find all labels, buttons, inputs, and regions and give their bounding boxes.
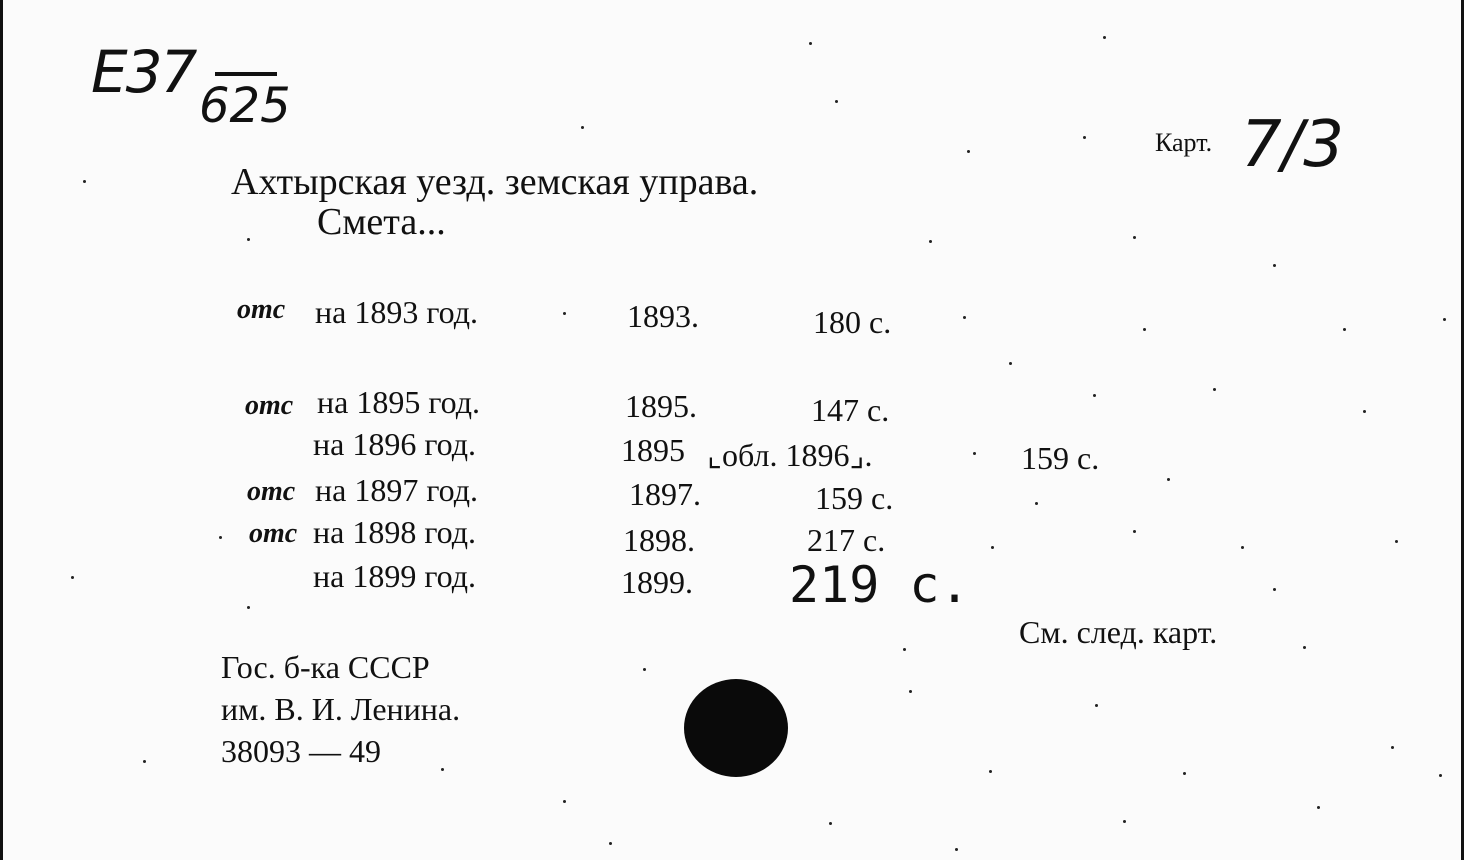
speck bbox=[1143, 328, 1146, 331]
stamp-line: Гос. б-ка СССР bbox=[221, 649, 430, 685]
entry-mark: отс bbox=[245, 390, 294, 421]
entry-mark: отс bbox=[249, 518, 298, 549]
entry-label: на 1893 год. bbox=[315, 294, 479, 330]
entry-pages: 147 с. bbox=[811, 392, 890, 428]
entry-label: на 1898 год. bbox=[313, 514, 477, 550]
speck bbox=[1303, 646, 1306, 649]
card-number-handwritten: 7/3 bbox=[1241, 108, 1344, 182]
speck bbox=[1443, 318, 1446, 321]
card-title: Ахтырская уезд. земская управа. bbox=[231, 161, 759, 203]
entry-mark: отс bbox=[247, 476, 296, 507]
speck bbox=[903, 648, 906, 651]
speck bbox=[973, 452, 976, 455]
entry-label: на 1896 год. bbox=[313, 426, 477, 462]
speck bbox=[1183, 772, 1186, 775]
entry-pages: ⌞обл. 1896⌟. bbox=[707, 437, 873, 473]
speck bbox=[1083, 136, 1086, 139]
entry-year: 1895. bbox=[625, 388, 697, 424]
speck bbox=[1167, 478, 1170, 481]
speck bbox=[1123, 820, 1126, 823]
speck bbox=[1133, 530, 1136, 533]
speck bbox=[963, 316, 966, 319]
stamp-line: им. В. И. Ленина. bbox=[221, 691, 461, 727]
stamp-line: 38093 — 49 bbox=[221, 733, 381, 769]
speck bbox=[835, 100, 838, 103]
punch-hole bbox=[684, 679, 788, 777]
call-number-overline bbox=[215, 72, 277, 76]
speck bbox=[955, 848, 958, 851]
speck bbox=[989, 770, 992, 773]
speck bbox=[247, 238, 250, 241]
speck bbox=[829, 822, 832, 825]
speck bbox=[1391, 746, 1394, 749]
entry-pages: 217 с. bbox=[807, 522, 886, 558]
card-number-label: Карт. bbox=[1155, 128, 1213, 157]
call-number-sub: 625 bbox=[199, 78, 291, 134]
entry-year: 1895 bbox=[621, 432, 685, 468]
speck bbox=[967, 150, 970, 153]
call-number: E37 bbox=[91, 38, 196, 106]
speck bbox=[909, 690, 912, 693]
entry-label: на 1897 год. bbox=[315, 472, 479, 508]
speck bbox=[1273, 264, 1276, 267]
speck bbox=[83, 180, 86, 183]
speck bbox=[1009, 362, 1012, 365]
speck bbox=[247, 606, 250, 609]
speck bbox=[563, 800, 566, 803]
speck bbox=[1213, 388, 1216, 391]
entry-pages: 180 с. bbox=[813, 304, 892, 340]
speck bbox=[1095, 704, 1098, 707]
entry-label: на 1895 год. bbox=[317, 384, 481, 420]
speck bbox=[71, 576, 74, 579]
speck bbox=[1273, 588, 1276, 591]
speck bbox=[809, 42, 812, 45]
speck bbox=[1133, 236, 1136, 239]
speck bbox=[219, 536, 222, 539]
entry-label: на 1899 год. bbox=[313, 558, 477, 594]
speck bbox=[581, 126, 584, 129]
handwritten-pages: 219 с. bbox=[789, 556, 970, 614]
speck bbox=[1363, 410, 1366, 413]
speck bbox=[929, 240, 932, 243]
speck bbox=[1035, 502, 1038, 505]
entry-extra-pages: 159 с. bbox=[1021, 440, 1100, 476]
entry-year: 1897. bbox=[629, 476, 701, 512]
speck bbox=[1439, 774, 1442, 777]
library-stamp bbox=[221, 646, 460, 772]
speck bbox=[143, 760, 146, 763]
speck bbox=[643, 668, 646, 671]
entry-year: 1899. bbox=[621, 564, 693, 600]
entry-year: 1893. bbox=[627, 298, 699, 334]
entry-year: 1898. bbox=[623, 522, 695, 558]
speck bbox=[1241, 546, 1244, 549]
speck bbox=[1093, 394, 1096, 397]
speck bbox=[1317, 806, 1320, 809]
speck bbox=[563, 312, 566, 315]
speck bbox=[609, 842, 612, 845]
speck bbox=[441, 768, 444, 771]
speck bbox=[991, 546, 994, 549]
card-subtitle: Смета... bbox=[317, 201, 446, 243]
speck bbox=[1103, 36, 1106, 39]
entry-pages: 159 с. bbox=[815, 480, 894, 516]
speck bbox=[1343, 328, 1346, 331]
entry-mark: отс bbox=[237, 294, 286, 325]
see-next-card: См. след. карт. bbox=[1019, 614, 1218, 650]
speck bbox=[1395, 540, 1398, 543]
